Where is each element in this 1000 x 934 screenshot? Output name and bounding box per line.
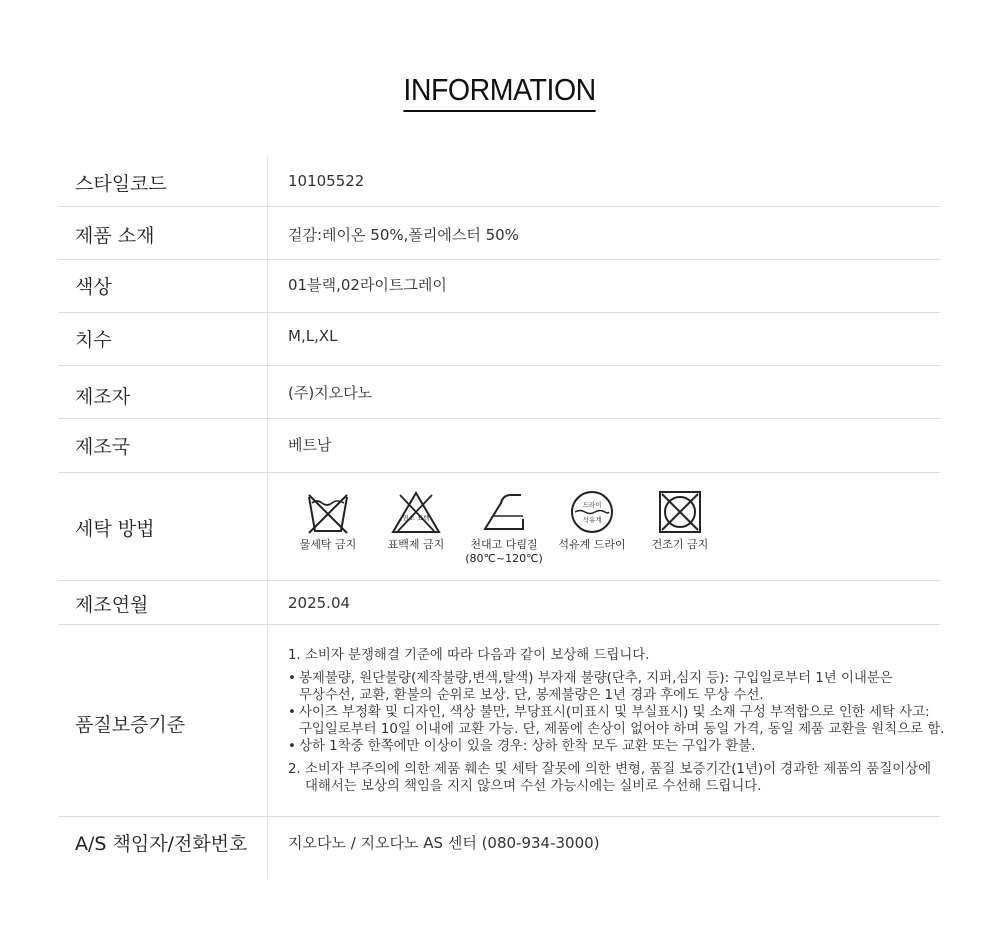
row-label: 제조자 bbox=[75, 386, 131, 408]
row-label: 품질보증기준 bbox=[75, 714, 186, 736]
list-number: 2. bbox=[288, 762, 301, 777]
bullet: • bbox=[288, 705, 296, 720]
bleach-icon-text: 염소 표백 bbox=[402, 514, 430, 522]
row-value: M,L,XL bbox=[288, 327, 338, 345]
warranty-line: 사이즈 부정확 및 디자인, 색상 불만, 부당표시(미표시 및 부실표시) 및 소재 구성 부적합으로 인한 세탁 사고: bbox=[299, 705, 930, 720]
bullet: • bbox=[288, 671, 296, 686]
row-as bbox=[58, 817, 940, 877]
care-label: 천대고 다림질 bbox=[470, 538, 538, 551]
row-value: 2025.04 bbox=[288, 594, 351, 612]
row-value: 01블랙,02라이트그레이 bbox=[288, 276, 447, 294]
no-tumble-dry-icon bbox=[657, 489, 703, 535]
warranty-bullet-3 bbox=[288, 738, 944, 755]
list-number: 1. bbox=[288, 648, 301, 663]
warranty-line: 소비자 분쟁해결 기준에 따라 다음과 같이 보상해 드립니다. bbox=[305, 648, 650, 663]
no-bleach-icon bbox=[390, 489, 442, 535]
row-color bbox=[58, 260, 940, 313]
warranty-item-1 bbox=[288, 647, 944, 664]
row-label: A/S 책임자/전화번호 bbox=[75, 833, 248, 855]
petroleum-dry-clean-icon bbox=[569, 489, 615, 535]
warranty-text bbox=[288, 647, 944, 795]
row-washing bbox=[58, 473, 940, 581]
row-value: (주)지오다노 bbox=[288, 384, 373, 402]
iron-medium-icon bbox=[481, 489, 527, 535]
row-label: 스타일코드 bbox=[75, 173, 167, 195]
row-value: 겉감:레이온 50%,폴리에스터 50% bbox=[288, 226, 519, 244]
care-item-dry-clean bbox=[548, 489, 636, 552]
warranty-line: 소비자 부주의에 의한 제품 훼손 및 세탁 잘못에 의한 변형, 품질 보증기간(1년)이 경과한 제품의 품질이상에 bbox=[305, 762, 932, 777]
warranty-line: 대해서는 보상의 책임을 지지 않으며 수선 가능시에는 실비로 수선해 드립니다. bbox=[305, 779, 762, 794]
row-label: 치수 bbox=[75, 329, 112, 351]
care-item-no-bleach bbox=[372, 489, 460, 552]
warranty-bullet-1 bbox=[288, 670, 944, 704]
row-date bbox=[58, 581, 940, 625]
row-label: 색상 bbox=[75, 276, 112, 298]
page-title: INFORMATION bbox=[404, 72, 596, 112]
row-value: 지오다노 / 지오다노 AS 센터 (080-934-3000) bbox=[288, 834, 600, 852]
care-sublabel: (80℃~120℃) bbox=[465, 552, 543, 565]
care-item-iron bbox=[460, 489, 548, 566]
care-label: 물세탁 금지 bbox=[299, 538, 357, 551]
row-label: 제조연월 bbox=[75, 594, 149, 616]
care-label: 석유계 드라이 bbox=[558, 538, 626, 551]
care-item-no-tumble bbox=[636, 489, 724, 552]
row-label: 제품 소재 bbox=[75, 225, 155, 247]
dry-icon-text-top: 드라이 bbox=[582, 501, 602, 509]
care-label: 건조기 금지 bbox=[651, 538, 709, 551]
warranty-line: 상하 1착중 한쪽에만 이상이 있을 경우: 상하 한착 모두 교환 또는 구입가 환불. bbox=[299, 739, 756, 754]
row-country bbox=[58, 419, 940, 473]
row-warranty bbox=[58, 625, 945, 817]
warranty-line: 구입일로부터 10일 이내에 교환 가능. 단, 제품에 손상이 없어야 하며 동일 가격, 동일 제품 교환을 원칙으로 함. bbox=[299, 722, 945, 737]
row-value: 베트남 bbox=[288, 436, 332, 454]
warranty-item-2 bbox=[288, 761, 944, 795]
row-size bbox=[58, 313, 940, 366]
warranty-line: 무상수선, 교환, 환불의 순위로 보상. 단, 봉제불량은 1년 경과 후에도 무상 수선. bbox=[299, 688, 764, 703]
title-wrap bbox=[0, 72, 1000, 112]
row-manufacturer bbox=[58, 366, 940, 419]
dry-icon-text-bottom: 석유계 bbox=[582, 516, 602, 524]
row-value: 10105522 bbox=[288, 172, 365, 190]
warranty-bullet-2 bbox=[288, 704, 944, 738]
row-label: 세탁 방법 bbox=[75, 518, 155, 540]
bullet: • bbox=[288, 739, 296, 754]
care-item-no-wash bbox=[284, 489, 372, 552]
row-style-code bbox=[58, 156, 940, 207]
no-water-wash-icon bbox=[305, 489, 351, 535]
row-label: 제조국 bbox=[75, 436, 131, 458]
warranty-line: 봉제불량, 원단불량(제작불량,변색,탈색) 부자재 불량(단추, 지퍼,심지 등): 구입일로부터 1년 이내분은 bbox=[299, 671, 893, 686]
care-label: 표백제 금지 bbox=[387, 538, 445, 551]
row-material bbox=[58, 207, 940, 260]
